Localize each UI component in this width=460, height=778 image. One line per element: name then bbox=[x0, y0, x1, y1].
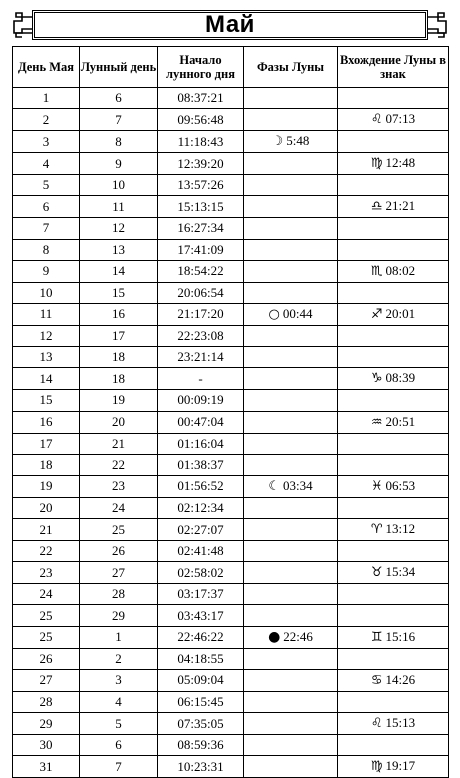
lunar-day-cell: 14 bbox=[80, 260, 158, 282]
day-cell: 27 bbox=[13, 669, 80, 691]
sign-cell bbox=[338, 411, 449, 433]
lunar-day-cell: 23 bbox=[80, 475, 158, 497]
start-time-cell: 18:54:22 bbox=[158, 260, 244, 282]
sign-cell bbox=[338, 562, 449, 584]
sign-time: 20:01 bbox=[385, 305, 416, 321]
phase-time: 00:44 bbox=[282, 305, 313, 321]
sign-cell bbox=[338, 88, 449, 109]
day-cell: 2 bbox=[13, 109, 80, 131]
table-row bbox=[13, 562, 449, 584]
phase-time: 5:48 bbox=[286, 133, 310, 149]
day-cell: 28 bbox=[13, 691, 80, 712]
header-sign: Вхождение Луны в знак bbox=[338, 47, 449, 88]
sign-time: 15:13 bbox=[385, 715, 416, 730]
corner-ornament-icon bbox=[428, 11, 448, 39]
table-row bbox=[13, 88, 449, 109]
lunar-day-cell: 16 bbox=[80, 303, 158, 325]
sign-cell bbox=[338, 196, 449, 218]
start-time-cell: 21:17:20 bbox=[158, 303, 244, 325]
title-banner bbox=[12, 10, 448, 40]
phase-cell bbox=[244, 109, 338, 131]
phase-cell bbox=[244, 175, 338, 196]
phase-cell bbox=[244, 303, 338, 325]
lunar-day-cell: 22 bbox=[80, 454, 158, 475]
page-title: Май bbox=[205, 11, 255, 38]
table-row bbox=[13, 282, 449, 303]
sign-cell bbox=[338, 626, 449, 648]
start-time-cell: 05:09:04 bbox=[158, 669, 244, 691]
phase-cell bbox=[244, 433, 338, 454]
title-box bbox=[32, 10, 428, 40]
table-row bbox=[13, 497, 449, 518]
start-time-cell: 22:46:22 bbox=[158, 626, 244, 648]
zodiac-sign-icon: ♍ bbox=[370, 759, 383, 775]
table-row bbox=[13, 347, 449, 368]
table-row bbox=[13, 735, 449, 756]
sign-cell bbox=[338, 390, 449, 411]
start-time-cell: 10:23:31 bbox=[158, 756, 244, 778]
start-time-cell: 06:15:45 bbox=[158, 691, 244, 712]
day-cell: 11 bbox=[13, 303, 80, 325]
lunar-day-cell: 18 bbox=[80, 368, 158, 390]
table-row bbox=[13, 713, 449, 735]
day-cell: 10 bbox=[13, 282, 80, 303]
table-row bbox=[13, 109, 449, 131]
start-time-cell: 09:56:48 bbox=[158, 109, 244, 131]
sign-time: 14:26 bbox=[385, 671, 416, 687]
start-time-cell: 11:18:43 bbox=[158, 131, 244, 153]
start-time-cell: 00:47:04 bbox=[158, 411, 244, 433]
table-row bbox=[13, 691, 449, 712]
start-time-cell: 04:18:55 bbox=[158, 648, 244, 669]
day-cell: 13 bbox=[13, 347, 80, 368]
day-cell: 22 bbox=[13, 541, 80, 562]
phase-cell bbox=[244, 239, 338, 260]
table-row bbox=[13, 669, 449, 691]
zodiac-sign-icon: ♍ bbox=[370, 156, 383, 172]
table-row bbox=[13, 390, 449, 411]
start-time-cell: 23:21:14 bbox=[158, 347, 244, 368]
sign-time: 15:16 bbox=[385, 628, 416, 644]
start-time-cell: 20:06:54 bbox=[158, 282, 244, 303]
table-row bbox=[13, 196, 449, 218]
header-lunar-day: Лунный день bbox=[80, 47, 158, 88]
day-cell: 25 bbox=[13, 626, 80, 648]
sign-time: 21:21 bbox=[385, 198, 416, 214]
sign-cell bbox=[338, 109, 449, 131]
phase-cell bbox=[244, 88, 338, 109]
start-time-cell: 01:16:04 bbox=[158, 433, 244, 454]
lunar-day-cell: 15 bbox=[80, 282, 158, 303]
moon-phase-icon: ○ bbox=[268, 306, 280, 322]
table-row bbox=[13, 756, 449, 778]
phase-cell bbox=[244, 584, 338, 605]
sign-cell bbox=[338, 153, 449, 175]
moon-phase-icon: ● bbox=[268, 629, 281, 646]
sign-cell bbox=[338, 239, 449, 260]
sign-cell bbox=[338, 584, 449, 605]
table-row bbox=[13, 475, 449, 497]
sign-cell bbox=[338, 497, 449, 518]
start-time-cell: 08:37:21 bbox=[158, 88, 244, 109]
header-day: День Мая bbox=[13, 47, 80, 88]
sign-cell bbox=[338, 325, 449, 346]
day-cell: 17 bbox=[13, 433, 80, 454]
lunar-calendar-table bbox=[12, 46, 449, 778]
sign-time: 13:12 bbox=[385, 521, 416, 537]
table-row bbox=[13, 519, 449, 541]
sign-cell bbox=[338, 669, 449, 691]
table-row bbox=[13, 433, 449, 454]
start-time-cell: - bbox=[158, 368, 244, 390]
phase-cell bbox=[244, 541, 338, 562]
phase-cell bbox=[244, 626, 338, 648]
lunar-day-cell: 11 bbox=[80, 196, 158, 218]
table-row bbox=[13, 454, 449, 475]
lunar-day-cell: 24 bbox=[80, 497, 158, 518]
lunar-day-cell: 4 bbox=[80, 691, 158, 712]
phase-time: 22:46 bbox=[283, 629, 313, 645]
phase-cell bbox=[244, 691, 338, 712]
sign-cell bbox=[338, 347, 449, 368]
table-row bbox=[13, 153, 449, 175]
table-row bbox=[13, 303, 449, 325]
phase-cell bbox=[244, 325, 338, 346]
phase-cell bbox=[244, 196, 338, 218]
sign-cell bbox=[338, 713, 449, 735]
phase-cell bbox=[244, 562, 338, 584]
table-row bbox=[13, 605, 449, 626]
sign-cell bbox=[338, 756, 449, 778]
start-time-cell: 00:09:19 bbox=[158, 390, 244, 411]
table-row bbox=[13, 648, 449, 669]
phase-cell bbox=[244, 475, 338, 497]
sign-time: 19:17 bbox=[385, 758, 416, 774]
lunar-day-cell: 9 bbox=[80, 153, 158, 175]
day-cell: 21 bbox=[13, 519, 80, 541]
sign-cell bbox=[338, 368, 449, 390]
lunar-day-cell: 2 bbox=[80, 648, 158, 669]
phase-cell bbox=[244, 605, 338, 626]
lunar-day-cell: 10 bbox=[80, 175, 158, 196]
start-time-cell: 02:12:34 bbox=[158, 497, 244, 518]
phase-cell bbox=[244, 390, 338, 411]
day-cell: 20 bbox=[13, 497, 80, 518]
sign-cell bbox=[338, 303, 449, 325]
table-row bbox=[13, 368, 449, 390]
zodiac-sign-icon: ♎ bbox=[370, 199, 383, 215]
phase-cell bbox=[244, 519, 338, 541]
start-time-cell: 01:38:37 bbox=[158, 454, 244, 475]
sign-cell bbox=[338, 648, 449, 669]
sign-cell bbox=[338, 541, 449, 562]
start-time-cell: 08:59:36 bbox=[158, 735, 244, 756]
sign-cell bbox=[338, 218, 449, 239]
table-row bbox=[13, 411, 449, 433]
day-cell: 1 bbox=[13, 88, 80, 109]
lunar-day-cell: 12 bbox=[80, 218, 158, 239]
table-row bbox=[13, 541, 449, 562]
lunar-day-cell: 7 bbox=[80, 756, 158, 778]
phase-cell bbox=[244, 648, 338, 669]
sign-cell bbox=[338, 131, 449, 153]
table-row bbox=[13, 626, 449, 648]
zodiac-sign-icon: ♊ bbox=[370, 629, 383, 645]
phase-cell bbox=[244, 347, 338, 368]
zodiac-sign-icon: ♑ bbox=[370, 371, 383, 387]
start-time-cell: 17:41:09 bbox=[158, 239, 244, 260]
day-cell: 31 bbox=[13, 756, 80, 778]
start-time-cell: 03:43:17 bbox=[158, 605, 244, 626]
start-time-cell: 16:27:34 bbox=[158, 218, 244, 239]
zodiac-sign-icon: ♒ bbox=[370, 414, 383, 430]
day-cell: 30 bbox=[13, 735, 80, 756]
day-cell: 3 bbox=[13, 131, 80, 153]
sign-time: 08:02 bbox=[385, 262, 416, 278]
lunar-day-cell: 1 bbox=[80, 626, 158, 648]
header-phase: Фазы Луны bbox=[244, 47, 338, 88]
zodiac-sign-icon: ♌ bbox=[370, 112, 383, 128]
sign-cell bbox=[338, 519, 449, 541]
phase-cell bbox=[244, 756, 338, 778]
sign-cell bbox=[338, 282, 449, 303]
phase-cell bbox=[244, 131, 338, 153]
day-cell: 26 bbox=[13, 648, 80, 669]
start-time-cell: 03:17:37 bbox=[158, 584, 244, 605]
start-time-cell: 13:57:26 bbox=[158, 175, 244, 196]
phase-cell bbox=[244, 454, 338, 475]
table-row bbox=[13, 325, 449, 346]
day-cell: 18 bbox=[13, 454, 80, 475]
phase-cell bbox=[244, 497, 338, 518]
zodiac-sign-icon: ♐ bbox=[370, 306, 383, 322]
zodiac-sign-icon: ♏ bbox=[370, 263, 383, 279]
day-cell: 23 bbox=[13, 562, 80, 584]
phase-cell bbox=[244, 153, 338, 175]
lunar-day-cell: 6 bbox=[80, 735, 158, 756]
moon-phase-icon: ☾ bbox=[268, 478, 281, 494]
sign-cell bbox=[338, 605, 449, 626]
zodiac-sign-icon: ♌ bbox=[370, 716, 383, 731]
sign-time: 15:34 bbox=[385, 564, 416, 580]
sign-cell bbox=[338, 735, 449, 756]
sign-cell bbox=[338, 454, 449, 475]
start-time-cell: 22:23:08 bbox=[158, 325, 244, 346]
start-time-cell: 02:58:02 bbox=[158, 562, 244, 584]
lunar-day-cell: 27 bbox=[80, 562, 158, 584]
sign-cell bbox=[338, 175, 449, 196]
lunar-day-cell: 26 bbox=[80, 541, 158, 562]
lunar-day-cell: 28 bbox=[80, 584, 158, 605]
day-cell: 8 bbox=[13, 239, 80, 260]
lunar-day-cell: 6 bbox=[80, 88, 158, 109]
phase-cell bbox=[244, 411, 338, 433]
day-cell: 25 bbox=[13, 605, 80, 626]
day-cell: 16 bbox=[13, 411, 80, 433]
table-header-row bbox=[13, 47, 449, 88]
table-row bbox=[13, 260, 449, 282]
header-start: Начало лунного дня bbox=[158, 47, 244, 88]
sign-cell bbox=[338, 260, 449, 282]
lunar-day-cell: 13 bbox=[80, 239, 158, 260]
day-cell: 12 bbox=[13, 325, 80, 346]
zodiac-sign-icon: ♈ bbox=[370, 522, 383, 538]
start-time-cell: 01:56:52 bbox=[158, 475, 244, 497]
lunar-day-cell: 3 bbox=[80, 669, 158, 691]
lunar-day-cell: 21 bbox=[80, 433, 158, 454]
day-cell: 19 bbox=[13, 475, 80, 497]
day-cell: 5 bbox=[13, 175, 80, 196]
lunar-day-cell: 25 bbox=[80, 519, 158, 541]
table-row bbox=[13, 584, 449, 605]
lunar-day-cell: 8 bbox=[80, 131, 158, 153]
lunar-day-cell: 17 bbox=[80, 325, 158, 346]
lunar-day-cell: 18 bbox=[80, 347, 158, 368]
table-row bbox=[13, 131, 449, 153]
zodiac-sign-icon: ♋ bbox=[370, 672, 383, 688]
sign-cell bbox=[338, 691, 449, 712]
day-cell: 14 bbox=[13, 368, 80, 390]
start-time-cell: 07:35:05 bbox=[158, 713, 244, 735]
day-cell: 24 bbox=[13, 584, 80, 605]
phase-cell bbox=[244, 282, 338, 303]
sign-time: 08:39 bbox=[385, 370, 416, 386]
start-time-cell: 02:27:07 bbox=[158, 519, 244, 541]
day-cell: 4 bbox=[13, 153, 80, 175]
phase-cell bbox=[244, 368, 338, 390]
table-row bbox=[13, 218, 449, 239]
lunar-day-cell: 20 bbox=[80, 411, 158, 433]
sign-time: 07:13 bbox=[385, 111, 416, 127]
phase-cell bbox=[244, 218, 338, 239]
lunar-day-cell: 5 bbox=[80, 713, 158, 735]
sign-time: 20:51 bbox=[385, 413, 416, 429]
day-cell: 29 bbox=[13, 713, 80, 735]
day-cell: 15 bbox=[13, 390, 80, 411]
sign-cell bbox=[338, 475, 449, 497]
phase-cell bbox=[244, 669, 338, 691]
phase-cell bbox=[244, 260, 338, 282]
sign-time: 12:48 bbox=[385, 155, 416, 171]
table-row bbox=[13, 239, 449, 260]
corner-ornament-icon bbox=[12, 11, 32, 39]
table-row bbox=[13, 175, 449, 196]
phase-cell bbox=[244, 713, 338, 735]
start-time-cell: 15:13:15 bbox=[158, 196, 244, 218]
sign-time: 06:53 bbox=[385, 477, 416, 493]
lunar-day-cell: 19 bbox=[80, 390, 158, 411]
day-cell: 9 bbox=[13, 260, 80, 282]
day-cell: 6 bbox=[13, 196, 80, 218]
phase-cell bbox=[244, 735, 338, 756]
moon-phase-icon: ☽ bbox=[271, 134, 284, 150]
zodiac-sign-icon: ♉ bbox=[370, 565, 383, 581]
phase-time: 03:34 bbox=[283, 477, 313, 493]
lunar-day-cell: 29 bbox=[80, 605, 158, 626]
day-cell: 7 bbox=[13, 218, 80, 239]
lunar-day-cell: 7 bbox=[80, 109, 158, 131]
start-time-cell: 12:39:20 bbox=[158, 153, 244, 175]
zodiac-sign-icon: ♓ bbox=[370, 478, 383, 494]
sign-cell bbox=[338, 433, 449, 454]
start-time-cell: 02:41:48 bbox=[158, 541, 244, 562]
